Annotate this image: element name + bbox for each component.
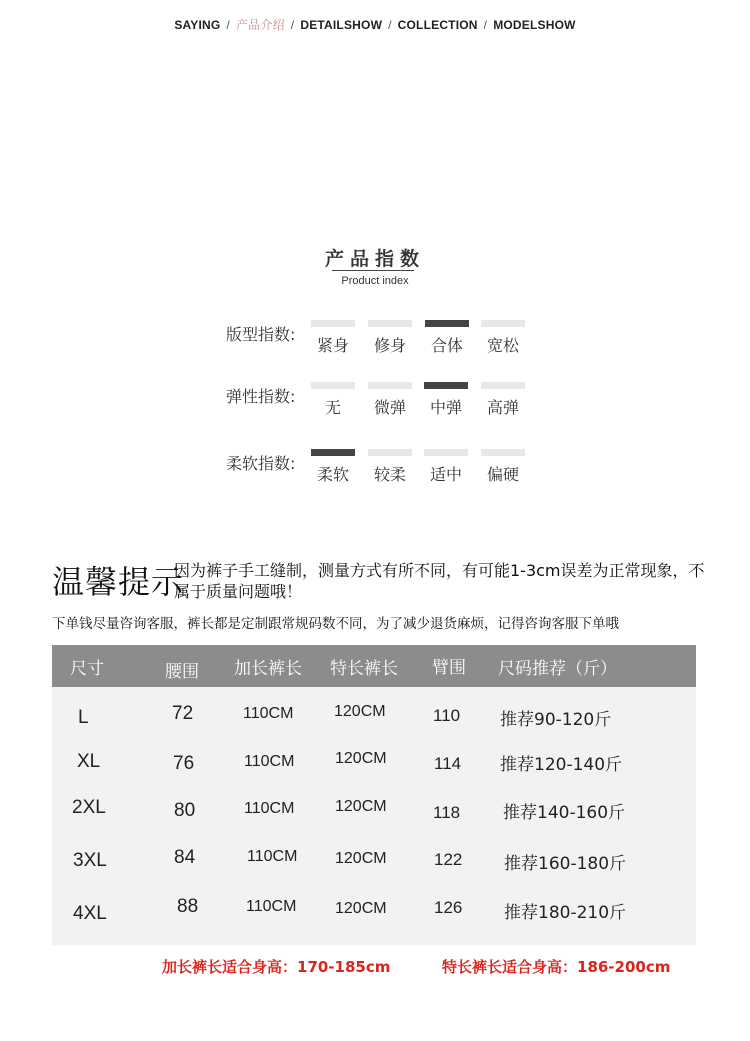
- index-option-selected: [419, 320, 475, 356]
- index-label: 版型指数:: [226, 325, 296, 344]
- index-bar: [424, 449, 468, 456]
- index-option-label: 宽松: [486, 336, 519, 355]
- size-table: [52, 645, 696, 945]
- table-header-cell: 臂围: [432, 658, 466, 678]
- title-divider: [332, 270, 414, 271]
- footer-note-extra-length: 特长裤长适合身高：186-200cm: [442, 958, 671, 976]
- index-bar: [481, 449, 525, 456]
- index-option-label: 修身: [373, 336, 406, 355]
- table-cell-arm: 110: [433, 706, 461, 725]
- nav-item-modelshow[interactable]: MODELSHOW: [493, 18, 576, 32]
- table-cell-recommend: 推荐120-140斤: [500, 755, 623, 775]
- index-option: [475, 449, 531, 485]
- index-option: [475, 320, 531, 356]
- table-cell-extra-length: 120CM: [335, 850, 387, 867]
- table-cell-waist: 80: [174, 800, 196, 821]
- table-header-cell: 特长裤长: [330, 659, 398, 679]
- table-cell-long-length: 110CM: [243, 705, 294, 722]
- index-option: [362, 382, 418, 418]
- nav-item-product-intro[interactable]: 产品介绍: [235, 18, 285, 32]
- index-bar: [481, 320, 525, 327]
- index-row-fit: [0, 320, 750, 370]
- index-bar: [368, 449, 412, 456]
- index-bar: [368, 382, 412, 389]
- index-option-label: 偏硬: [486, 465, 519, 484]
- index-row-softness: [0, 449, 750, 499]
- index-option: [418, 449, 474, 485]
- table-cell-size: 2XL: [72, 797, 106, 818]
- nav-separator: /: [483, 18, 488, 32]
- table-cell-waist: 72: [172, 703, 194, 724]
- nav-separator: /: [226, 18, 230, 32]
- table-cell-extra-length: 120CM: [335, 750, 387, 767]
- table-header-cell: 腰围: [165, 662, 199, 682]
- table-cell-size: 3XL: [73, 850, 107, 871]
- table-cell-recommend: 推荐90-120斤: [500, 710, 612, 730]
- index-bar-selected: [425, 320, 469, 327]
- index-bar: [481, 382, 525, 389]
- index-option: [305, 382, 361, 418]
- table-cell-long-length: 110CM: [246, 898, 297, 915]
- nav-item-saying[interactable]: SAYING: [174, 18, 221, 32]
- table-cell-arm: 126: [434, 898, 463, 917]
- index-bar-selected: [424, 382, 468, 389]
- nav-item-detailshow[interactable]: DETAILSHOW: [300, 18, 383, 32]
- table-cell-extra-length: 120CM: [334, 703, 386, 720]
- index-option-label: 柔软: [316, 465, 349, 484]
- index-option-selected: [305, 449, 361, 485]
- tips-note: 下单钱尽量咨询客服，裤长都是定制跟常规码数不同，为了减少退货麻烦，记得咨询客服下单哦: [52, 616, 619, 632]
- index-option-label: 适中: [429, 465, 462, 484]
- top-nav: [0, 16, 750, 33]
- table-cell-size: XL: [77, 751, 101, 772]
- table-cell-recommend: 推荐180-210斤: [504, 903, 627, 923]
- table-cell-long-length: 110CM: [244, 800, 295, 817]
- product-index-title: 产品指数: [324, 248, 425, 270]
- table-cell-extra-length: 120CM: [335, 798, 387, 815]
- index-bar-selected: [311, 449, 355, 456]
- table-cell-extra-length: 120CM: [335, 900, 387, 917]
- index-option: [475, 382, 531, 418]
- index-option-label: 无: [324, 398, 341, 417]
- index-row-elasticity: [0, 382, 750, 432]
- table-cell-size: 4XL: [73, 903, 107, 924]
- index-option-label: 微弹: [373, 398, 406, 417]
- table-header-cell: 尺码推荐（斤）: [498, 659, 617, 679]
- footer-note-long-length: 加长裤长适合身高：170-185cm: [162, 958, 391, 976]
- index-option: [362, 320, 418, 356]
- index-option: [362, 449, 418, 485]
- index-option-label: 紧身: [316, 336, 349, 355]
- table-cell-recommend: 推荐160-180斤: [504, 854, 627, 874]
- table-cell-arm: 114: [434, 754, 462, 773]
- table-cell-long-length: 110CM: [244, 753, 295, 770]
- tips-title: 温馨提示: [52, 563, 185, 601]
- table-header: [52, 645, 696, 687]
- index-bar: [311, 382, 355, 389]
- index-bar: [368, 320, 412, 327]
- nav-separator: /: [388, 18, 392, 32]
- index-option-label: 中弹: [429, 398, 462, 417]
- tips-body: 因为裤子手工缝制，测量方式有所不同，有可能1-3cm误差为正常现象，不属于质量问题哦！: [174, 561, 705, 601]
- index-label: 弹性指数:: [226, 387, 296, 406]
- index-label: 柔软指数:: [226, 454, 296, 473]
- index-option-label: 合体: [430, 336, 463, 355]
- nav-separator: /: [290, 18, 295, 32]
- index-option-selected: [418, 382, 474, 418]
- table-cell-recommend: 推荐140-160斤: [503, 803, 626, 823]
- index-option-label: 高弹: [486, 398, 519, 417]
- index-bar: [311, 320, 355, 327]
- table-header-cell: 尺寸: [70, 659, 104, 679]
- table-cell-size: L: [78, 707, 89, 728]
- table-cell-arm: 118: [433, 803, 461, 822]
- index-option-label: 较柔: [373, 465, 406, 484]
- nav-item-collection[interactable]: COLLECTION: [397, 18, 478, 32]
- table-cell-waist: 88: [177, 896, 199, 917]
- index-option: [305, 320, 361, 356]
- table-cell-long-length: 110CM: [247, 848, 298, 865]
- table-header-cell: 加长裤长: [234, 659, 302, 679]
- table-cell-waist: 76: [173, 753, 195, 774]
- table-cell-arm: 122: [434, 850, 463, 869]
- table-cell-waist: 84: [174, 847, 196, 868]
- product-index-subtitle: Product index: [341, 275, 409, 287]
